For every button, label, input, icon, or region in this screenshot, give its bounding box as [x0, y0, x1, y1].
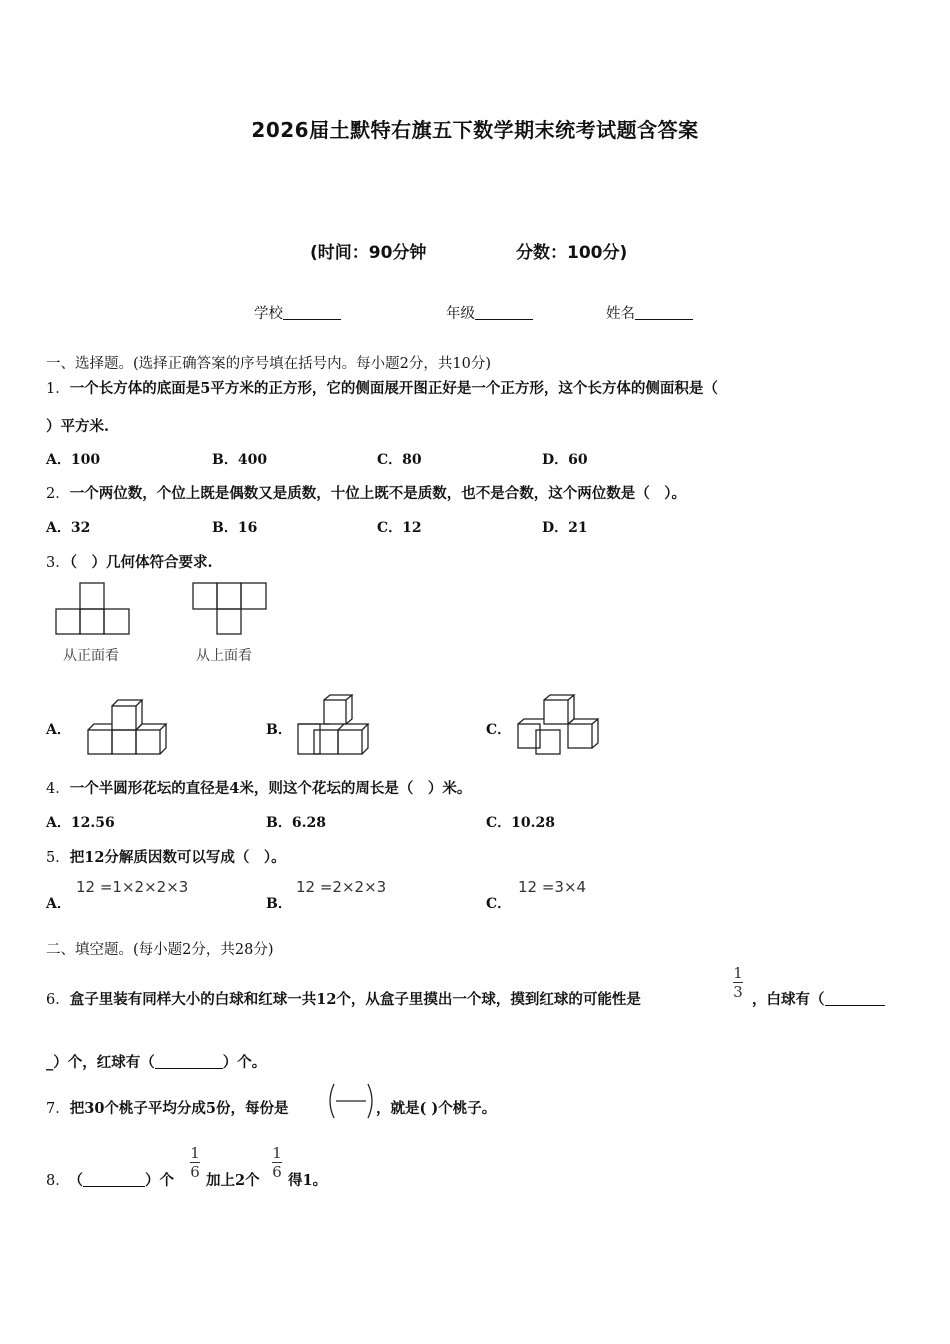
q5-option-b-expression: 12 =2×2×3: [296, 878, 387, 896]
section-1-heading: 一、选择题。(选择正确答案的序号填在括号内。每小题2分，共10分): [46, 356, 491, 372]
q6-red-balls-blank[interactable]: [155, 1054, 223, 1069]
top-view-caption: 从上面看: [196, 648, 252, 664]
q6-fraction-denominator: 3: [733, 983, 743, 1001]
name-blank[interactable]: [635, 305, 693, 320]
q3-option-a-figure[interactable]: [86, 698, 170, 758]
q5-option-c-expression: 12 =3×4: [518, 878, 587, 896]
q8-end-text: 得1。: [288, 1172, 328, 1189]
school-label: 学校: [254, 306, 283, 322]
grade-blank[interactable]: [475, 305, 533, 320]
q8-blank[interactable]: [83, 1172, 145, 1187]
question-3-text: （ ）几何体符合要求.: [69, 554, 213, 571]
top-view-figure: [192, 582, 268, 636]
exam-score: 分数：100分): [516, 243, 628, 263]
q2-option-a[interactable]: A．32: [46, 520, 91, 536]
question-4-number: 4．: [46, 781, 70, 797]
q6-white-balls-blank[interactable]: [825, 991, 885, 1006]
q2-option-d[interactable]: D．21: [542, 520, 588, 536]
question-4-text: 一个半圆形花坛的直径是4米，则这个花坛的周长是（ ）米。: [69, 780, 472, 797]
q6-fraction: [733, 964, 743, 1001]
name-label: 姓名: [606, 306, 635, 322]
school-blank[interactable]: [283, 305, 341, 320]
q6-fraction-numerator: 1: [733, 964, 743, 982]
question-1-text: 一个长方体的底面是5平方米的正方形，它的侧面展开图正好是一个正方形，这个长方体的侧面积是（: [69, 380, 718, 397]
question-6-number: 6．: [46, 992, 70, 1008]
q8-fraction-1: 1 6: [190, 1144, 200, 1181]
question-1-line-2: ）平方米.: [46, 418, 110, 435]
q5-option-a[interactable]: A．: [46, 896, 71, 912]
q1-option-d[interactable]: D．60: [542, 452, 588, 468]
q3-option-a[interactable]: A．: [46, 722, 71, 738]
question-1-line-1: [46, 377, 718, 398]
question-7: 7．把30个桃子平均分成5份，每份是: [46, 1100, 289, 1117]
q1-option-a[interactable]: A．100: [46, 452, 101, 468]
question-6-text: 盒子里装有同样大小的白球和红球一共12个，从盒子里摸出一个球，摸到红球的可能性是: [69, 991, 641, 1008]
q7-fraction-blank[interactable]: [326, 1080, 376, 1122]
question-8-number: 8．: [46, 1173, 70, 1189]
q2-option-c[interactable]: C．12: [377, 520, 422, 536]
q4-option-b[interactable]: B．6.28: [266, 815, 326, 831]
question-5-text: 把12分解质因数可以写成（ ）。: [69, 849, 286, 866]
question-7-number: 7．: [46, 1101, 70, 1117]
q6-white-balls-prompt: ，白球有（: [752, 988, 885, 1009]
q3-option-b[interactable]: B．: [266, 722, 292, 738]
q2-option-b[interactable]: B．16: [212, 520, 258, 536]
q5-option-c[interactable]: C．: [486, 896, 512, 912]
question-6-line-2: _）个，红球有（ ）个。: [46, 1054, 267, 1071]
grade-field[interactable]: [446, 302, 533, 323]
question-5-number: 5．: [46, 850, 70, 866]
q3-option-c-figure[interactable]: [514, 694, 602, 760]
page-title: 2026届土默特右旗五下数学期末统考试题含答案: [251, 118, 699, 142]
question-3: [46, 551, 213, 572]
q8-fraction-2: 1 6: [272, 1144, 282, 1181]
school-field[interactable]: [254, 302, 341, 323]
q5-option-b[interactable]: B．: [266, 896, 292, 912]
q7-answer-prompt: ，就是( )个桃子。: [376, 1100, 497, 1117]
q1-option-c[interactable]: C．80: [377, 452, 422, 468]
q5-option-a-expression: 12 =1×2×2×3: [76, 878, 189, 896]
exam-time: (时间：90分钟: [310, 243, 427, 263]
front-view-figure: [55, 582, 131, 636]
question-2-text: 一个两位数，个位上既是偶数又是质数，十位上既不是质数，也不是合数，这个两位数是（ ）。: [69, 485, 686, 502]
q4-option-a[interactable]: A．12.56: [46, 815, 115, 831]
question-4: [46, 777, 471, 798]
q8-middle-text: 加上2个: [206, 1172, 260, 1189]
question-1-number: 1．: [46, 381, 70, 397]
name-field[interactable]: [606, 302, 693, 323]
grade-label: 年级: [446, 306, 475, 322]
question-5: [46, 846, 286, 867]
q3-option-b-figure[interactable]: [294, 694, 378, 760]
question-3-number: 3．: [46, 555, 70, 571]
q4-option-c[interactable]: C．10.28: [486, 815, 555, 831]
question-2: [46, 482, 686, 503]
question-2-number: 2．: [46, 486, 70, 502]
q3-option-c[interactable]: C．: [486, 722, 512, 738]
q1-option-b[interactable]: B．400: [212, 452, 268, 468]
question-8: 8． （ ）个: [46, 1172, 174, 1189]
front-view-caption: 从正面看: [63, 648, 119, 664]
section-2-heading: 二、填空题。(每小题2分，共28分): [46, 942, 274, 958]
question-6-line-1: [46, 988, 641, 1009]
